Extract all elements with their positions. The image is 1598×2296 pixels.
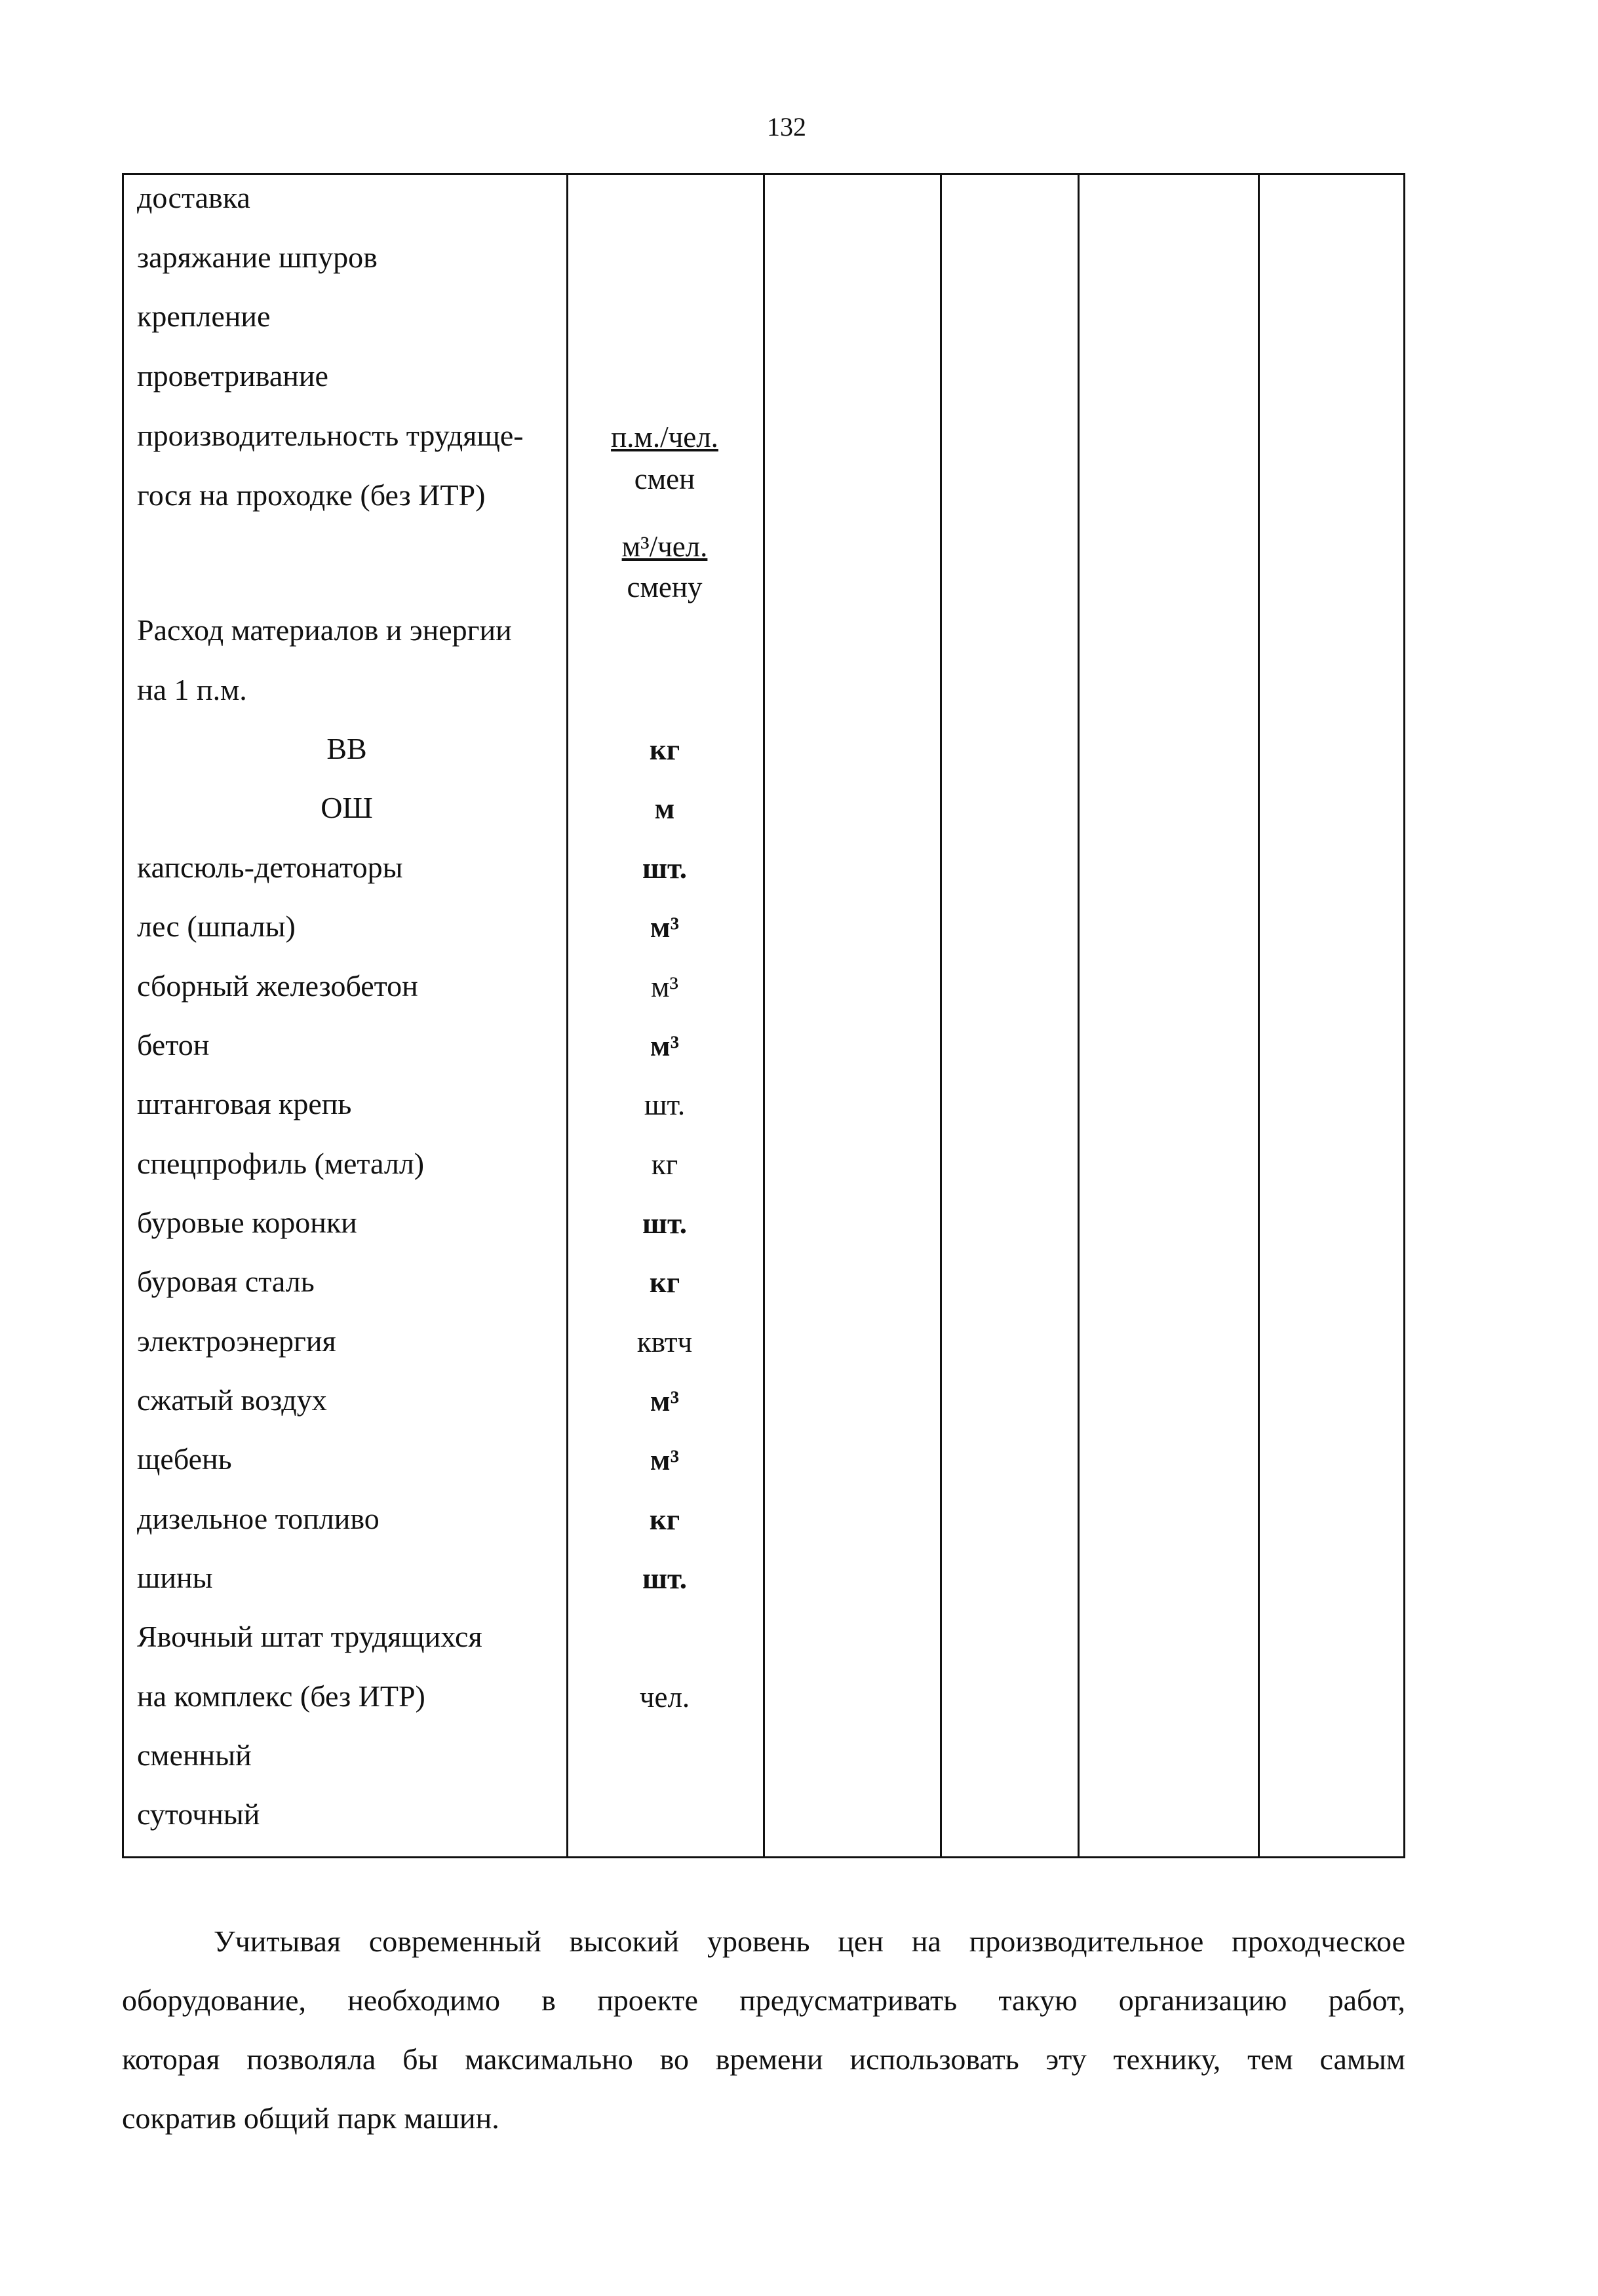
row-label-per-shift: сменный (137, 1738, 252, 1772)
unit-productivity-linear-shift: смен (634, 463, 695, 495)
body-paragraph (122, 1912, 1405, 2148)
unit-productivity-volume: м³/чел. (621, 530, 708, 563)
row-label-crushed-stone: щебень (137, 1442, 232, 1476)
unit-productivity-volume-shift: смену (627, 571, 703, 603)
unit-crushed-stone: м³ (650, 1444, 680, 1476)
row-label-per-day: суточный (137, 1797, 260, 1831)
page-number: 132 (767, 112, 806, 142)
unit-precast-concrete: м³ (651, 970, 678, 1003)
unit-explosives: кг (649, 733, 680, 766)
unit-special-profile: кг (651, 1148, 678, 1181)
row-label-productivity-1: производительность трудяще- (137, 419, 524, 452)
row-label-diesel: дизельное топливо (137, 1502, 380, 1535)
unit-timber: м³ (650, 911, 680, 944)
unit-detonating-cord: м (654, 792, 675, 825)
row-label-staff-2: на комплекс (без ИТР) (137, 1679, 425, 1713)
row-label-detonators: капсюль-детонаторы (137, 851, 403, 884)
row-label-productivity-2: гося на проходке (без ИТР) (137, 478, 486, 512)
paragraph-line: Учитывая современный высокий уровень цен на производительное проходческое (214, 1924, 1405, 1958)
row-label-timber: лес (шпалы) (137, 909, 296, 943)
row-label-concrete: бетон (137, 1028, 210, 1062)
unit-diesel: кг (649, 1503, 680, 1536)
row-label-precast-concrete: сборный железобетон (137, 969, 418, 1003)
row-label-support: крепление (137, 299, 271, 333)
paragraph-line: которая позволяла бы максимально во времени использовать эту технику, тем самым (122, 2042, 1405, 2076)
row-label-detonating-cord: ОШ (321, 791, 373, 824)
data-table (122, 173, 1405, 1858)
row-label-special-profile: спецпрофиль (металл) (137, 1147, 425, 1180)
row-label-consumption-1: Расход материалов и энергии (137, 613, 512, 647)
unit-drill-bits: шт. (642, 1207, 687, 1240)
unit-electricity: квтч (636, 1326, 693, 1358)
row-label-rock-bolts: штанговая крепь (137, 1087, 352, 1120)
row-label-delivery: доставка (137, 181, 250, 214)
row-label-consumption-2: на 1 п.м. (137, 673, 247, 706)
row-label-charging: заряжание шпуров (137, 240, 378, 274)
unit-concrete: м³ (650, 1029, 680, 1062)
column-divider (763, 175, 765, 1856)
column-divider (1258, 175, 1260, 1856)
row-label-staff-1: Явочный штат трудящихся (137, 1620, 482, 1653)
row-label-explosives: ВВ (326, 732, 367, 765)
unit-compressed-air: м³ (650, 1385, 680, 1417)
unit-rock-bolts: шт. (644, 1088, 686, 1121)
paragraph-line: оборудование, необходимо в проекте предусматривать такую организацию работ, (122, 1983, 1405, 2017)
column-divider (940, 175, 942, 1856)
unit-productivity-linear: п.м./чел. (611, 421, 718, 453)
row-label-drill-bits: буровые коронки (137, 1206, 357, 1239)
paragraph-line: сократив общий парк машин. (122, 2101, 499, 2135)
row-label-ventilation: проветривание (137, 359, 328, 392)
unit-detonators: шт. (642, 852, 687, 885)
unit-tires: шт. (642, 1562, 687, 1595)
row-label-drill-steel: буровая сталь (137, 1265, 315, 1298)
row-label-tires: шины (137, 1561, 213, 1594)
unit-drill-steel: кг (649, 1266, 680, 1299)
row-label-electricity: электроэнергия (137, 1324, 336, 1358)
unit-staff: чел. (639, 1681, 690, 1713)
row-label-compressed-air: сжатый воздух (137, 1383, 327, 1417)
column-divider (1078, 175, 1080, 1856)
